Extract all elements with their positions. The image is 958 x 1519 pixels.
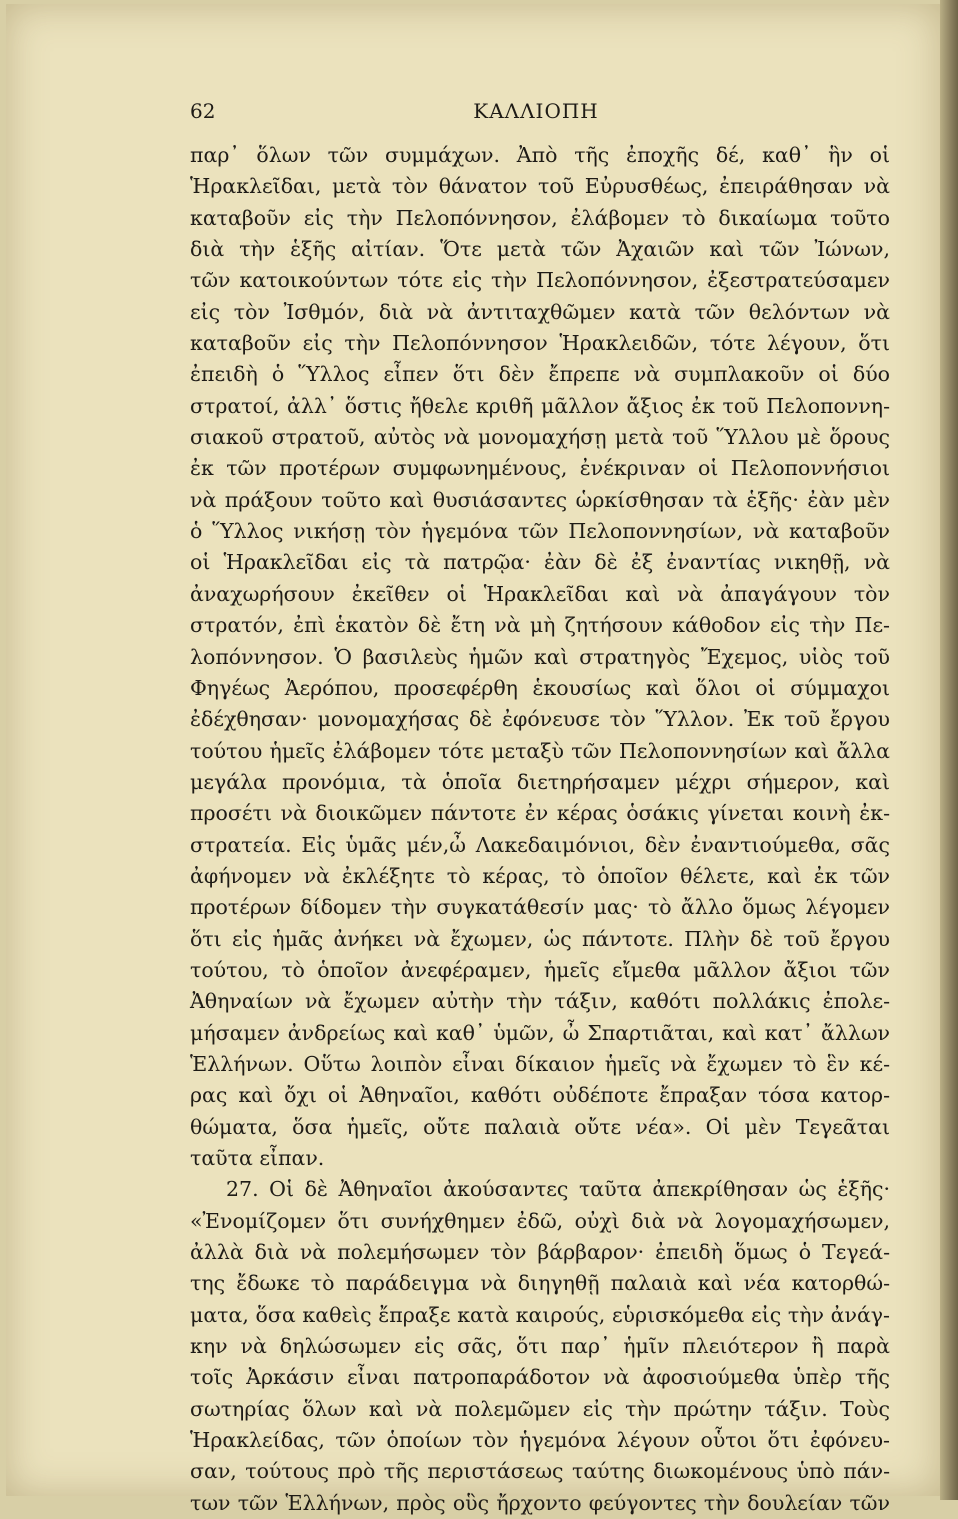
text-line: στρατόν, ἐπὶ ἑκατὸν δὲ ἔτη νὰ μὴ ζητήσουν κάθοδον εἰς τὴν Πε- (190, 613, 890, 638)
text-line: Ἡρακλεῖδαι, μετὰ τὸν θάνατον τοῦ Εὐρυσθέως, ἐπειράθησαν νὰ (190, 174, 890, 199)
text-line: κην νὰ δηλώσωμεν εἰς σᾶς, ὅτι παρ᾽ ἡμῖν πλειότερον ἢ παρὰ (190, 1334, 890, 1359)
body-text (190, 140, 890, 1519)
text-line: σωτηρίας ὅλων καὶ νὰ πολεμῶμεν εἰς τὴν πρώτην τάξιν. Τοὺς (190, 1396, 890, 1421)
text-line: προσέτι νὰ διοικῶμεν πάντοτε ἐν κέρας ὁσάκις γίνεται κοινὴ ἐκ- (190, 801, 890, 826)
text-line: τούτου ἡμεῖς ἐλάβομεν τότε μεταξὺ τῶν Πελοποννησίων καὶ ἄλλα (190, 738, 890, 763)
text-line: θώματα, ὅσα ἡμεῖς, οὔτε παλαιὰ οὔτε νέα». Οἱ μὲν Τεγεᾶται (190, 1114, 890, 1139)
text-line: λοπόννησον. Ὁ βασιλεὺς ἡμῶν καὶ στρατηγὸς Ἔχεμος, υἱὸς τοῦ (190, 644, 890, 669)
text-line: τῶν κατοικούντων τότε εἰς τὴν Πελοπόννησον, ἐξεστρατεύσαμεν (190, 268, 890, 293)
text-line: ὁ Ὕλλος νικήσῃ τὸν ἡγεμόνα τῶν Πελοποννησίων, νὰ καταβοῦν (190, 519, 890, 544)
text-line: μήσαμεν ἀνδρείως καὶ καθ᾽ ὑμῶν, ὦ Σπαρτιᾶται, καὶ κατ᾽ ἄλλων (190, 1020, 890, 1045)
text-line: τοῖς Ἀρκάσιν εἶναι πατροπαράδοτον νὰ ἀφοσιούμεθα ὑπὲρ τῆς (190, 1365, 890, 1390)
text-line: 27. Οἱ δὲ Ἀθηναῖοι ἀκούσαντες ταῦτα ἀπεκρίθησαν ὡς ἑξῆς· (226, 1177, 890, 1202)
text-line: Ἑλλήνων. Οὕτω λοιπὸν εἶναι δίκαιον ἡμεῖς νὰ ἔχωμεν τὸ ἓν κέ- (190, 1051, 890, 1076)
text-line: «Ἐνομίζομεν ὅτι συνήχθημεν ἐδῶ, οὐχὶ διὰ νὰ λογομαχήσωμεν, (190, 1208, 890, 1233)
text-line: ἐπειδὴ ὁ Ὕλλος εἶπεν ὅτι δὲν ἔπρεπε νὰ συμπλακοῦν οἱ δύο (190, 362, 890, 387)
text-line: διὰ τὴν ἑξῆς αἰτίαν. Ὅτε μετὰ τῶν Ἀχαιῶν καὶ τῶν Ἰώνων, (190, 237, 890, 262)
text-line: σιακοῦ στρατοῦ, αὐτὸς νὰ μονομαχήσῃ μετὰ τοῦ Ὕλλου μὲ ὅρους (190, 425, 890, 450)
text-line: των τῶν Ἑλλήνων, πρὸς οὓς ἤρχοντο φεύγοντες τὴν δουλείαν τῶν (190, 1490, 890, 1515)
text-line: προτέρων δίδομεν τὴν συγκατάθεσίν μας· τὸ ἄλλο ὅμως λέγομεν (190, 895, 890, 920)
text-line: καταβοῦν εἰς τὴν Πελοπόννησον, ἐλάβομεν τὸ δικαίωμα τοῦτο (190, 205, 890, 230)
text-line: ματα, ὅσα καθεὶς ἔπραξε κατὰ καιρούς, εὑρισκόμεθα εἰς τὴν ἀνάγ- (190, 1302, 890, 1327)
text-line: παρ᾽ ὅλων τῶν συμμάχων. Ἀπὸ τῆς ἐποχῆς δέ, καθ᾽ ἣν οἱ (190, 143, 890, 167)
text-line: ρας καὶ ὄχι οἱ Ἀθηναῖοι, καθότι οὐδέποτε ἔπραξαν τόσα κατορ- (190, 1083, 890, 1108)
page-edge (940, 0, 958, 1500)
text-line: ἀναχωρήσουν ἐκεῖθεν οἱ Ἡρακλεῖδαι καὶ νὰ ἀπαγάγουν τὸν (190, 581, 890, 606)
text-line: Ἡρακλείδας, τῶν ὁποίων τὸν ἡγεμόνα λέγουν οὗτοι ὅτι ἐφόνευ- (190, 1428, 890, 1453)
text-line: σαν, τούτους πρὸ τῆς περιστάσεως ταύτης διωκομένους ὑπὸ πάν- (190, 1459, 890, 1484)
text-line: μεγάλα προνόμια, τὰ ὁποῖα διετηρήσαμεν μέχρι σήμερον, καὶ (190, 769, 890, 794)
page-header (190, 99, 882, 127)
text-line: ταῦτα εἶπαν. (190, 1146, 325, 1170)
text-line: ἐδέχθησαν· μονομαχήσας δὲ ἐφόνευσε τὸν Ὕλλον. Ἐκ τοῦ ἔργου (190, 707, 890, 732)
text-line: ἀφήνομεν νὰ ἐκλέξητε τὸ κέρας, τὸ ὁποῖον θέλετε, καὶ ἐκ τῶν (190, 863, 890, 888)
running-title: ΚΑΛΛΙΟΠΗ (473, 99, 599, 123)
page-number: 62 (190, 99, 216, 123)
text-line: τούτου, τὸ ὁποῖον ἀνεφέραμεν, ἡμεῖς εἴμεθα μᾶλλον ἄξιοι τῶν (190, 957, 890, 982)
text-line: στρατοί, ἀλλ᾽ ὅστις ἤθελε κριθῆ μᾶλλον ἄξιος ἐκ τοῦ Πελοποννη- (190, 393, 890, 418)
text-line: εἰς τὸν Ἰσθμόν, διὰ νὰ ἀντιταχθῶμεν κατὰ τῶν θελόντων νὰ (190, 299, 890, 324)
text-line: καταβοῦν εἰς τὴν Πελοπόννησον Ἡρακλειδῶν, τότε λέγουν, ὅτι (190, 331, 890, 356)
text-line: ἐκ τῶν προτέρων συμφωνημένους, ἐνέκριναν οἱ Πελοποννήσιοι (190, 456, 890, 481)
text-line: νὰ πράξουν τοῦτο καὶ θυσιάσαντες ὡρκίσθησαν τὰ ἑξῆς· ἐὰν μὲν (190, 487, 890, 512)
text-line: οἱ Ἡρακλεῖδαι εἰς τὰ πατρῷα· ἐὰν δὲ ἐξ ἐναντίας νικηθῇ, νὰ (190, 550, 890, 575)
text-line: ὅτι εἰς ἡμᾶς ἀνήκει νὰ ἔχωμεν, ὡς πάντοτε. Πλὴν δὲ τοῦ ἔργου (190, 926, 890, 951)
text-line: στρατεία. Εἰς ὑμᾶς μέν,ὦ Λακεδαιμόνιοι, δὲν ἐναντιούμεθα, σᾶς (190, 832, 890, 857)
text-line: ἀλλὰ διὰ νὰ πολεμήσωμεν τὸν βάρβαρον· ἐπειδὴ ὅμως ὁ Τεγεά- (190, 1240, 890, 1265)
text-line: Ἀθηναίων νὰ ἔχωμεν αὐτὴν τὴν τάξιν, καθότι πολλάκις ἐπολε- (190, 989, 890, 1014)
text-line: της ἔδωκε τὸ παράδειγμα νὰ διηγηθῇ παλαιὰ καὶ νέα κατορθώ- (190, 1271, 890, 1296)
text-line: Φηγέως Ἀερόπου, προσεφέρθη ἑκουσίως καὶ ὅλοι οἱ σύμμαχοι (190, 675, 890, 700)
